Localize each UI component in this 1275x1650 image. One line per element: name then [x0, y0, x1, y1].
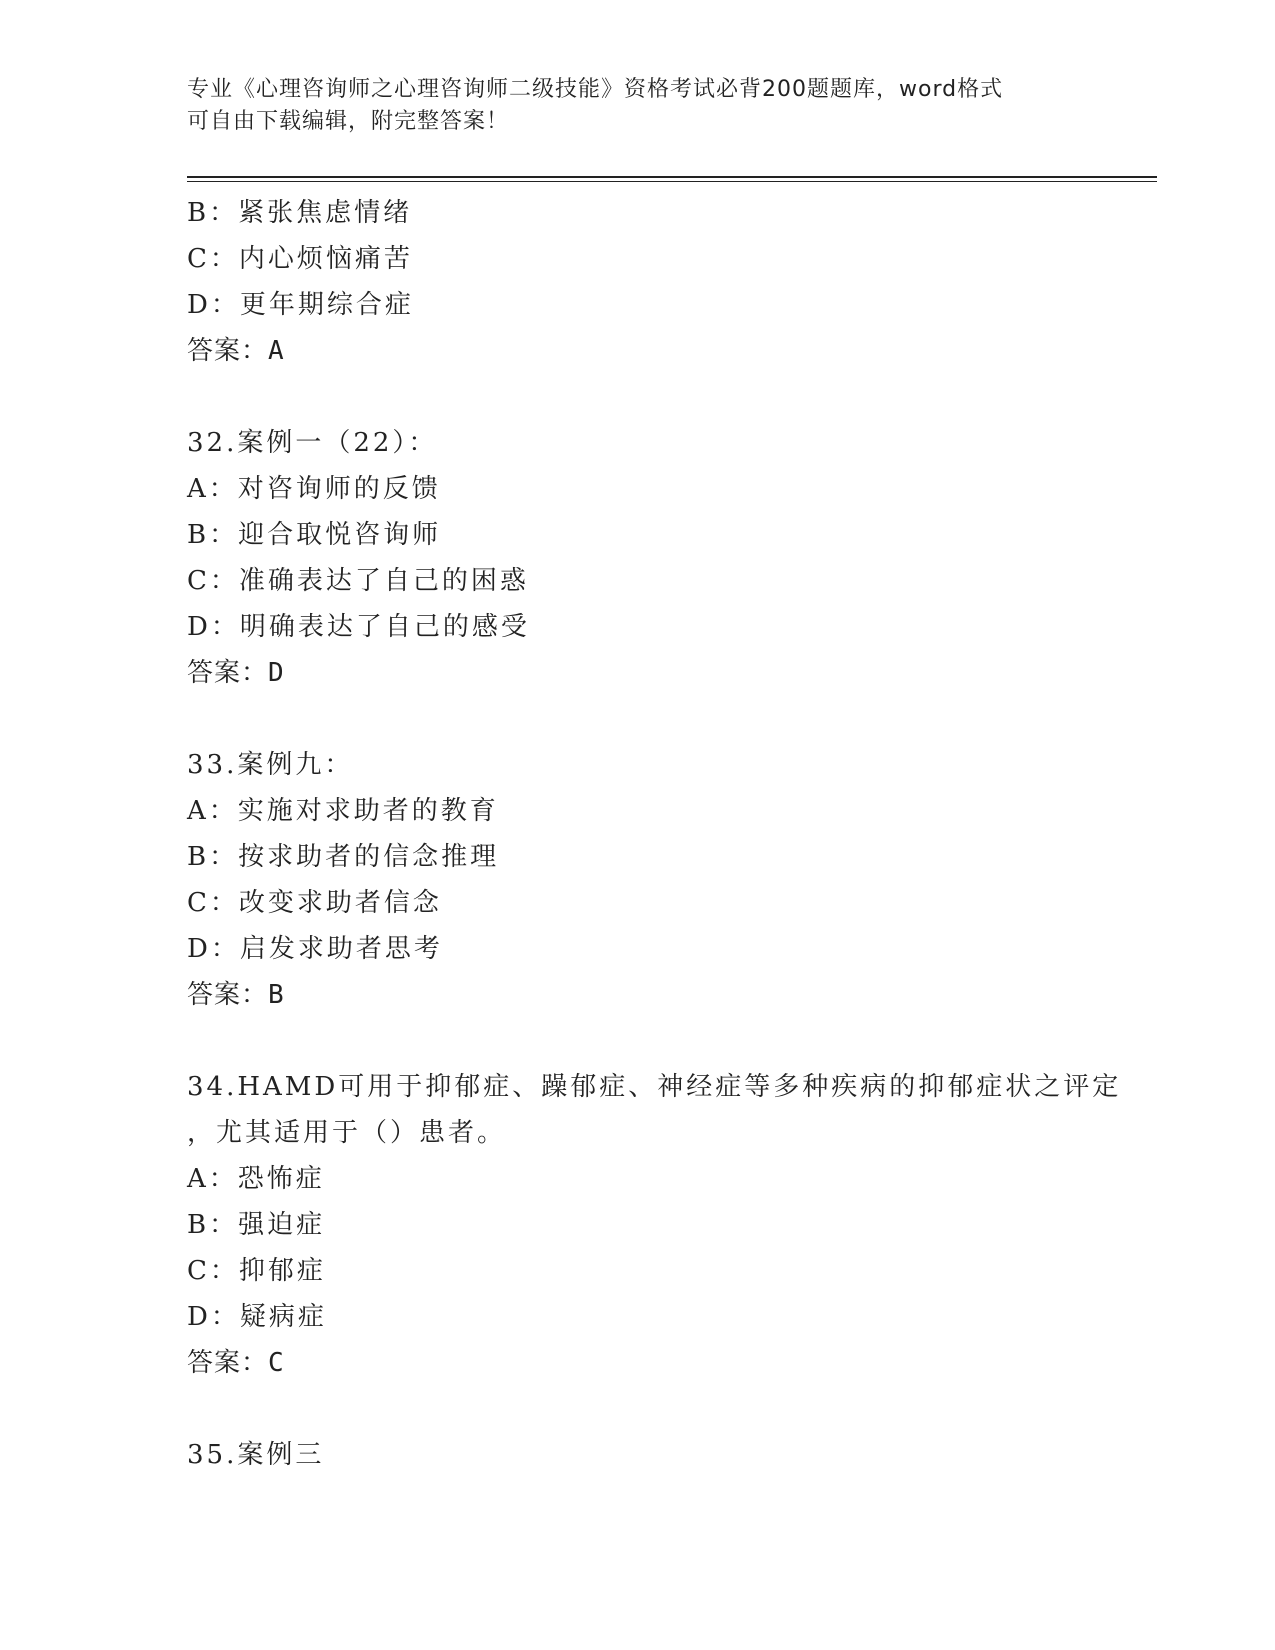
- option-a: A：对咨询师的反馈: [187, 474, 441, 504]
- answer-value: B: [268, 980, 285, 1010]
- option-a: A：恐怖症: [187, 1164, 325, 1194]
- spacer: [187, 1018, 1087, 1064]
- answer-value: C: [268, 1348, 285, 1378]
- option-d: D：启发求助者思考: [187, 934, 443, 964]
- option-d: D：明确表达了自己的感受: [187, 612, 530, 642]
- option-c: C：准确表达了自己的困惑: [187, 566, 529, 596]
- spacer: [187, 1386, 1087, 1432]
- answer-label: 答案：: [187, 336, 269, 366]
- question-stem: 32.案例一（22）：: [187, 428, 438, 458]
- header-title-line-2: 可自由下载编辑，附完整答案！: [187, 109, 510, 134]
- question-34: [187, 1064, 1122, 1386]
- option-b: B：按求助者的信念推理: [187, 842, 500, 872]
- option-b: B：迎合取悦咨询师: [187, 520, 442, 550]
- question-31-continued: [187, 190, 1087, 374]
- header-divider-thick: [187, 176, 1157, 178]
- question-stem: 33.案例九：: [187, 750, 354, 780]
- option-c: C：改变求助者信念: [187, 888, 442, 918]
- answer-label: 答案：: [187, 658, 269, 688]
- question-stem-line-2: ，尤其适用于（）患者。: [187, 1118, 507, 1148]
- option-a: A：实施对求助者的教育: [187, 796, 499, 826]
- question-32: [187, 420, 1087, 696]
- answer-line: [187, 650, 1087, 696]
- answer-label: 答案：: [187, 1348, 269, 1378]
- option-b: B：强迫症: [187, 1210, 326, 1240]
- document-header: [187, 74, 1087, 138]
- option-d: D：疑病症: [187, 1302, 327, 1332]
- option-b: B：紧张焦虑情绪: [187, 198, 413, 228]
- answer-label: 答案：: [187, 980, 269, 1010]
- question-35: [187, 1432, 1087, 1478]
- spacer: [187, 696, 1087, 742]
- answer-line: [187, 328, 1087, 374]
- header-divider-thin: [187, 181, 1157, 182]
- answer-line: [187, 972, 1087, 1018]
- question-33: [187, 742, 1087, 1018]
- answer-value: A: [268, 336, 285, 366]
- header-title-line-1: 专业《心理咨询师之心理咨询师二级技能》资格考试必背200题题库，word格式: [187, 77, 1004, 102]
- question-stem: 35.案例三: [187, 1440, 325, 1470]
- option-c: C：抑郁症: [187, 1256, 326, 1286]
- answer-line: [187, 1340, 1087, 1386]
- question-stem-line-1: 34.HAMD可用于抑郁症、躁郁症、神经症等多种疾病的抑郁症状之评定: [187, 1072, 1122, 1102]
- option-c: C：内心烦恼痛苦: [187, 244, 413, 274]
- answer-value: D: [268, 658, 285, 688]
- question-list: [187, 190, 1122, 1478]
- option-d: D：更年期综合症: [187, 290, 414, 320]
- spacer: [187, 374, 1087, 420]
